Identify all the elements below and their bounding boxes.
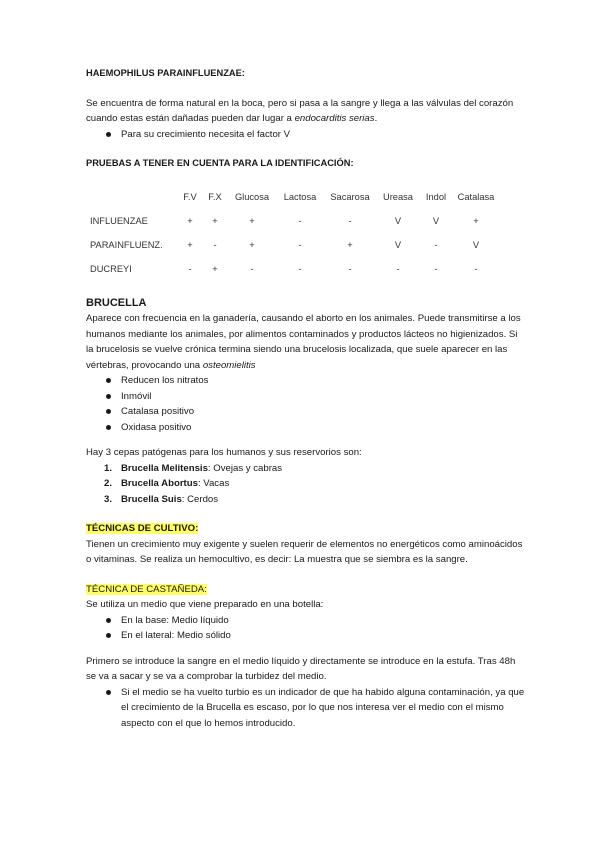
list-item: Para su crecimiento necesita el factor V	[86, 127, 526, 143]
list-number: 3.	[104, 493, 113, 505]
brucella-paragraph-text: Aparece con frecuencia en la ganadería, causando el aborto en los animales. Puede transmitirse a los humanos mediante los animales, por alimentos contaminados y productos lácteos no higienizados. Si la brucelosis se vuelve crónica termina siendo una brucelosis localizada, que suele aparecer en las vértebras, provocando una	[86, 313, 521, 371]
table-header: Sacarosa	[330, 191, 370, 202]
list-item: En la base: Medio líquido	[86, 613, 526, 629]
table-cell: +	[212, 263, 218, 274]
pruebas-title: PRUEBAS A TENER EN CUENTA PARA LA IDENTIFICACIÓN:	[86, 158, 354, 168]
table-cell: V	[472, 239, 480, 250]
identification-table	[90, 186, 500, 282]
table-cell: +	[249, 239, 255, 250]
table-cell: -	[434, 239, 438, 250]
haemophilus-paragraph-italic: endocarditis serias	[294, 113, 375, 124]
tecnicas-title-line	[86, 521, 526, 537]
table-row-name: PARAINFLUENZ.	[90, 239, 163, 250]
brucella-paragraph	[86, 311, 526, 373]
table-cell: +	[212, 215, 218, 226]
document-content	[86, 66, 526, 731]
table-cell: -	[298, 263, 302, 274]
castaneda-bullets	[86, 613, 526, 644]
castaneda-intro: Se utiliza un medio que viene preparado en una botella:	[86, 599, 324, 610]
cepa-name: Brucella Melitensis	[121, 462, 208, 474]
table-row	[90, 234, 500, 258]
table-cell: -	[188, 263, 192, 274]
cepa-reservoir: : Cerdos	[181, 493, 219, 505]
table-cell: +	[249, 215, 255, 226]
list-item: Oxidasa positivo	[86, 420, 526, 436]
list-number: 2.	[104, 478, 113, 489]
table-cell: -	[298, 215, 302, 226]
haemophilus-bullets	[86, 127, 526, 143]
table-row	[90, 210, 500, 234]
table-header: F.X	[208, 191, 222, 202]
table-header-row	[90, 186, 500, 210]
cepas-list	[86, 461, 526, 508]
cepa-name: Brucella Suis	[121, 493, 182, 505]
table-header: Catalasa	[457, 191, 495, 202]
table-cell: -	[396, 263, 400, 274]
cepa-reservoir: : Ovejas y cabras	[207, 462, 283, 474]
table-cell: +	[187, 215, 193, 226]
table-header: Glucosa	[234, 191, 270, 202]
list-item	[86, 461, 526, 477]
table-row-name: INFLUENZAE	[90, 215, 148, 226]
table-header: Ureasa	[383, 191, 413, 202]
table-cell: +	[347, 239, 353, 250]
table-cell: -	[250, 263, 254, 274]
list-number: 1.	[104, 462, 113, 474]
cepa-name: Brucella Abortus	[121, 478, 198, 489]
table-cell: -	[298, 239, 302, 250]
table-cell: +	[473, 215, 479, 226]
haemophilus-paragraph-text: Se encuentra de forma natural en la boca, pero si pasa a la sangre y llega a las válvulas del corazón cuando estas están dañadas pueden dar lugar a	[86, 97, 514, 124]
table-cell: +	[187, 239, 193, 250]
table-cell: V	[432, 215, 440, 226]
list-item: Catalasa positivo	[86, 404, 526, 420]
brucella-title: BRUCELLA	[86, 296, 147, 309]
brucella-bullets	[86, 373, 526, 435]
table-cell: -	[348, 215, 352, 226]
cepas-intro: Hay 3 cepas patógenas para los humanos y sus reservorios son:	[86, 447, 362, 458]
haemophilus-title: HAEMOPHILUS PARAINFLUENZAE:	[86, 68, 245, 78]
table-row-name: DUCREYI	[90, 263, 132, 274]
cepa-reservoir: : Vacas	[197, 478, 230, 489]
table-cell: V	[394, 215, 402, 226]
table-cell: V	[394, 239, 402, 250]
list-item	[86, 492, 526, 508]
table-cell: -	[474, 263, 478, 274]
castaneda-paragraph: Primero se introduce la sangre en el medio líquido y directamente se introduce en la estufa. Tras 48h se va a sacar y se va a comprobar la turbidez del medio.	[86, 655, 516, 682]
table-row	[90, 258, 500, 282]
table-corner	[90, 186, 178, 210]
table-header: F.V	[183, 191, 197, 202]
table-cell: -	[213, 239, 217, 250]
tecnicas-title: TÉCNICAS DE CULTIVO:	[86, 523, 199, 534]
haemophilus-paragraph-end: .	[374, 113, 378, 124]
list-item	[86, 476, 526, 492]
list-item: Inmóvil	[86, 389, 526, 405]
table-header: Indol	[425, 191, 447, 202]
haemophilus-paragraph	[86, 96, 526, 127]
table-cell: -	[348, 263, 352, 274]
castaneda-final-bullets	[86, 685, 526, 732]
castaneda-title-line	[86, 582, 526, 598]
table-header: Lactosa	[283, 191, 317, 202]
castaneda-title: TÉCNICA DE CASTAÑEDA:	[86, 583, 207, 595]
list-item: Si el medio se ha vuelto turbio es un indicador de que ha habido alguna contaminación, ya que el crecimiento de la Brucella es escaso, por lo que nos interesa ver el medio con el mismo aspecto con el que lo hemos introducido.	[86, 685, 526, 732]
table-cell: -	[434, 263, 438, 274]
list-item: En el lateral: Medio sólido	[86, 628, 526, 644]
list-item: Reducen los nitratos	[86, 373, 526, 389]
tecnicas-paragraph: Tienen un crecimiento muy exigente y suelen requerir de elementos no energéticos como aminoácidos o vitaminas. Se realiza un hemocultivo, es decir: La muestra que se siembra es la sangre.	[86, 538, 523, 565]
brucella-paragraph-italic: osteomielitis	[202, 359, 256, 371]
